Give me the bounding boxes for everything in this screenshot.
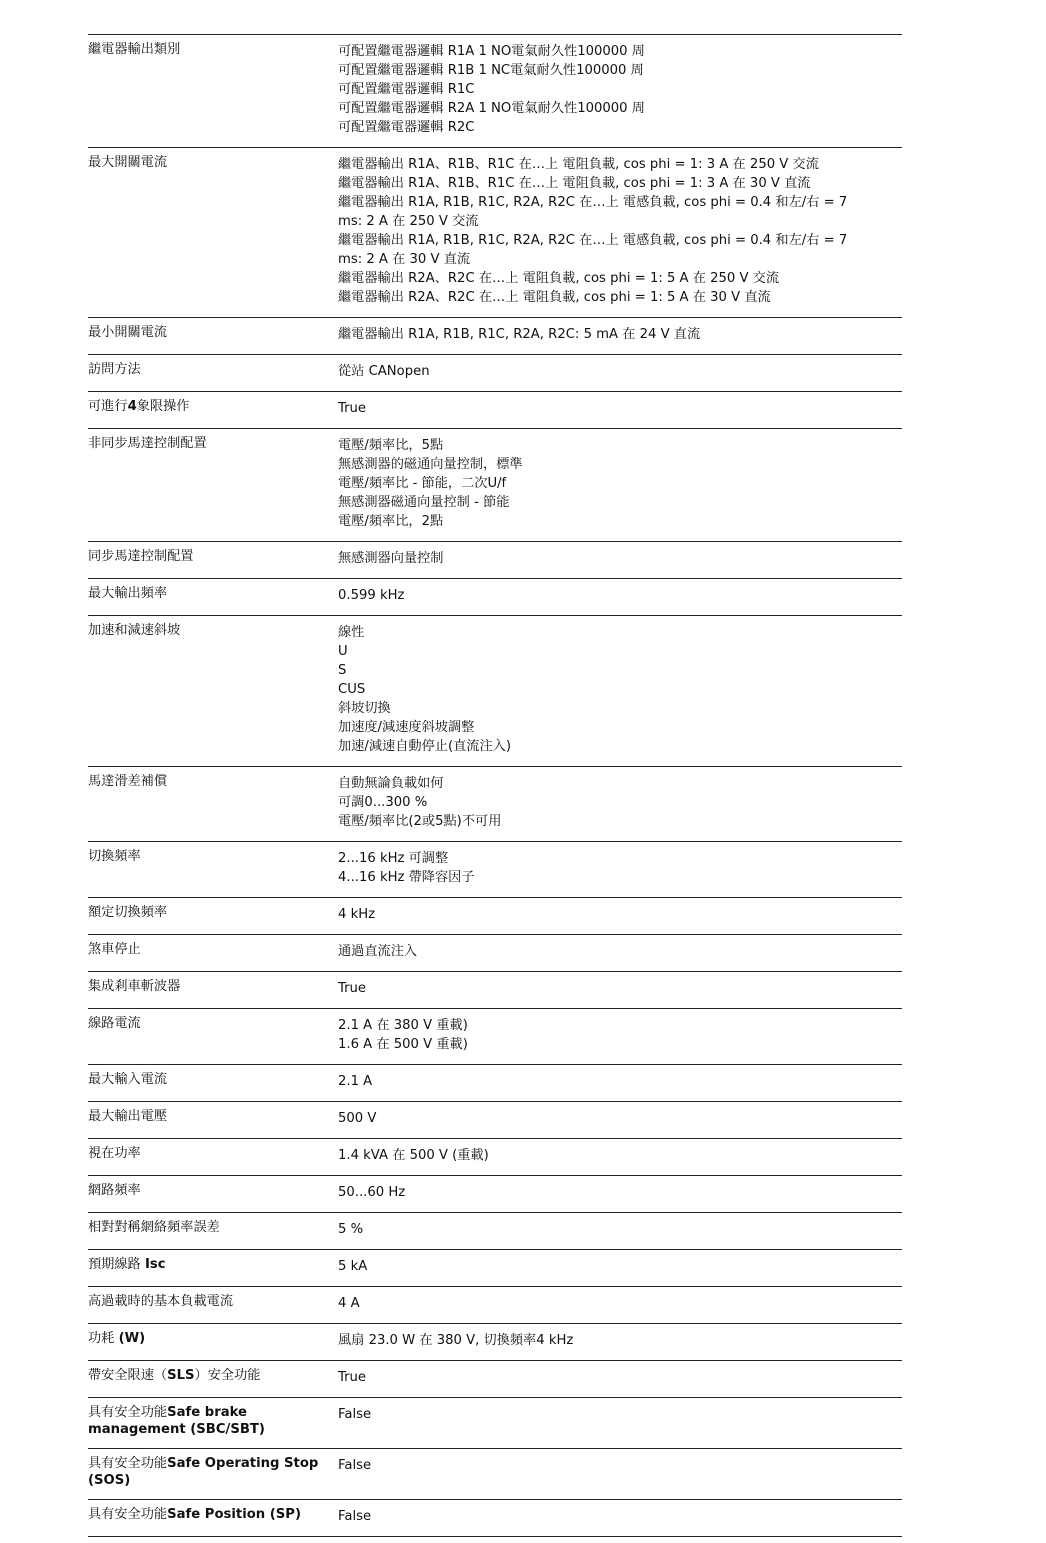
spec-label-part: Safe brake management (SBC/SBT) xyxy=(88,1405,265,1437)
spec-label-part: 集成剎車斬波器 xyxy=(88,979,181,994)
spec-label-part: 同步馬達控制配置 xyxy=(88,549,194,564)
spec-value-line: True xyxy=(338,1370,367,1385)
spec-values xyxy=(338,941,902,961)
spec-label xyxy=(88,548,338,568)
spec-label-part: 功耗 xyxy=(88,1331,119,1346)
spec-value-line: 自動無論負載如何 xyxy=(338,776,444,791)
spec-values xyxy=(338,1506,902,1526)
spec-row xyxy=(88,615,902,766)
spec-label xyxy=(88,585,338,605)
spec-value-line: CUS xyxy=(338,682,366,697)
spec-value-line: False xyxy=(338,1458,372,1473)
spec-row xyxy=(88,1138,902,1175)
spec-values xyxy=(338,1145,902,1165)
spec-values xyxy=(338,435,902,531)
spec-value-line: ms: 2 A 在 30 V 直流 xyxy=(338,252,471,267)
spec-label xyxy=(88,1145,338,1165)
spec-label-part: 視在功率 xyxy=(88,1146,141,1161)
spec-value-line: 5 % xyxy=(338,1222,364,1237)
spec-value-line: 無感測器向量控制 xyxy=(338,551,444,566)
spec-values xyxy=(338,1015,902,1054)
spec-label-part: 高過載時的基本負載電流 xyxy=(88,1294,234,1309)
spec-row xyxy=(88,1249,902,1286)
spec-value-line: 可配置繼電器邏輯 R2C xyxy=(338,120,475,135)
spec-label xyxy=(88,1182,338,1202)
spec-values xyxy=(338,1071,902,1091)
spec-label-part: 4 xyxy=(127,399,137,414)
spec-value-line: 1.6 A 在 500 V 重載) xyxy=(338,1037,468,1052)
spec-label xyxy=(88,1256,338,1276)
spec-values xyxy=(338,622,902,756)
spec-label-part: 馬達滑差補償 xyxy=(88,774,168,789)
spec-label-part: 具有安全功能 xyxy=(88,1456,168,1471)
spec-label-part: 訪問方法 xyxy=(88,362,141,377)
spec-row xyxy=(88,1323,902,1360)
spec-value-line: True xyxy=(338,981,367,996)
spec-values xyxy=(338,1404,902,1438)
spec-label xyxy=(88,1293,338,1313)
spec-value-line: 可調0...300 % xyxy=(338,795,428,810)
spec-values xyxy=(338,41,902,137)
spec-label xyxy=(88,361,338,381)
spec-value-line: 斜坡切換 xyxy=(338,701,391,716)
spec-values xyxy=(338,154,902,307)
spec-label-part: 象限操作 xyxy=(136,399,190,414)
spec-value-line: 繼電器輸出 R1A、R1B、R1C 在…上 電阻負載, cos phi = 1: 3 A 在 30 V 直流 xyxy=(338,176,811,191)
spec-label-part: 繼電器輸出類別 xyxy=(88,42,181,57)
spec-row xyxy=(88,34,902,147)
spec-value-line: 繼電器輸出 R2A、R2C 在…上 電阻負載, cos phi = 1: 5 A 在 30 V 直流 xyxy=(338,290,771,305)
spec-label xyxy=(88,1404,338,1438)
spec-values xyxy=(338,848,902,887)
spec-label xyxy=(88,1455,338,1489)
spec-label-part: 切換頻率 xyxy=(88,849,141,864)
spec-value-line: S xyxy=(338,663,347,678)
spec-label-part: SLS xyxy=(167,1368,195,1383)
spec-values xyxy=(338,904,902,924)
spec-row xyxy=(88,541,902,578)
spec-value-line: 2...16 kHz 可調整 xyxy=(338,851,449,866)
spec-values xyxy=(338,1219,902,1239)
spec-value-line: 加速/減速自動停止(直流注入) xyxy=(338,739,511,754)
spec-label-part: 額定切換頻率 xyxy=(88,905,168,920)
spec-value-line: 通過直流注入 xyxy=(338,944,418,959)
spec-value-line: 電壓/頻率比 - 節能，二次U/f xyxy=(338,476,507,491)
spec-label-part: 可進行 xyxy=(88,399,128,414)
spec-row xyxy=(88,354,902,391)
spec-label-part: 非同步馬達控制配置 xyxy=(88,436,207,451)
spec-label-part: 加速和減速斜坡 xyxy=(88,623,181,638)
spec-label xyxy=(88,622,338,756)
spec-row xyxy=(88,897,902,934)
spec-values xyxy=(338,1182,902,1202)
spec-row xyxy=(88,391,902,428)
spec-value-line: 電壓/頻率比，2點 xyxy=(338,514,444,529)
spec-value-line: 4...16 kHz 帶降容因子 xyxy=(338,870,475,885)
spec-label xyxy=(88,941,338,961)
spec-row xyxy=(88,147,902,317)
spec-label xyxy=(88,978,338,998)
spec-label-part: 煞車停止 xyxy=(88,942,141,957)
spec-label-part: 具有安全功能 xyxy=(88,1507,168,1522)
spec-row xyxy=(88,1101,902,1138)
spec-value-line: 可配置繼電器邏輯 R2A 1 NO電氣耐久性100000 周 xyxy=(338,101,645,116)
spec-value-line: 1.4 kVA 在 500 V (重載) xyxy=(338,1148,489,1163)
spec-values xyxy=(338,1256,902,1276)
spec-table xyxy=(88,34,902,1537)
spec-label-part: Isc xyxy=(144,1257,166,1272)
spec-value-line: 電壓/頻率比(2或5點)不可用 xyxy=(338,814,502,829)
spec-value-line: 可配置繼電器邏輯 R1C xyxy=(338,82,475,97)
spec-values xyxy=(338,1293,902,1313)
spec-label-part: 最大開關電流 xyxy=(88,155,168,170)
spec-row xyxy=(88,317,902,354)
spec-row xyxy=(88,971,902,1008)
spec-value-line: 4 A xyxy=(338,1296,360,1311)
spec-label xyxy=(88,1219,338,1239)
spec-row xyxy=(88,1448,902,1499)
spec-values xyxy=(338,585,902,605)
spec-label xyxy=(88,1108,338,1128)
spec-value-line: 4 kHz xyxy=(338,907,376,922)
spec-label-part: Safe Position (SP) xyxy=(167,1507,301,1522)
spec-label xyxy=(88,1506,338,1526)
spec-row xyxy=(88,841,902,897)
spec-values xyxy=(338,398,902,418)
spec-value-line: 50...60 Hz xyxy=(338,1185,406,1200)
spec-label-part: 具有安全功能 xyxy=(88,1405,168,1420)
spec-value-line: 2.1 A 在 380 V 重載) xyxy=(338,1018,468,1033)
spec-value-line: 0.599 kHz xyxy=(338,588,405,603)
spec-label-part: 相對對稱網絡頻率誤差 xyxy=(88,1220,220,1235)
spec-values xyxy=(338,548,902,568)
spec-row xyxy=(88,428,902,541)
spec-value-line: True xyxy=(338,401,367,416)
spec-values xyxy=(338,1108,902,1128)
spec-label-part: 最大輸出頻率 xyxy=(88,586,168,601)
spec-value-line: False xyxy=(338,1407,372,1422)
spec-value-line: 繼電器輸出 R1A, R1B, R1C, R2A, R2C 在…上 電感負載, cos phi = 0.4 和左/右 = 7 xyxy=(338,195,848,210)
spec-label-part: 最大輸出電壓 xyxy=(88,1109,168,1124)
spec-values xyxy=(338,1330,902,1350)
spec-value-line: 線性 xyxy=(338,625,365,640)
spec-value-line: 從站 CANopen xyxy=(338,364,430,379)
spec-value-line: 繼電器輸出 R1A, R1B, R1C, R2A, R2C: 5 mA 在 24 V 直流 xyxy=(338,327,701,342)
spec-label-part: 線路電流 xyxy=(88,1016,141,1031)
spec-label xyxy=(88,848,338,887)
spec-row xyxy=(88,1286,902,1323)
spec-values xyxy=(338,1455,902,1489)
spec-label xyxy=(88,154,338,307)
spec-label-part: 網路頻率 xyxy=(88,1183,141,1198)
spec-value-line: 加速度/減速度斜坡調整 xyxy=(338,720,475,735)
spec-label xyxy=(88,398,338,418)
spec-label xyxy=(88,1367,338,1387)
spec-label-part: 預期線路 xyxy=(88,1257,145,1272)
spec-label-part: (W) xyxy=(118,1331,146,1346)
spec-label-part: ）安全功能 xyxy=(194,1368,261,1383)
spec-value-line: False xyxy=(338,1509,372,1524)
spec-values xyxy=(338,361,902,381)
spec-label xyxy=(88,41,338,137)
spec-value-line: 繼電器輸出 R2A、R2C 在…上 電阻負載, cos phi = 1: 5 A 在 250 V 交流 xyxy=(338,271,780,286)
spec-value-line: 無感測器的磁通向量控制，標準 xyxy=(338,457,523,472)
spec-row xyxy=(88,934,902,971)
spec-value-line: 繼電器輸出 R1A、R1B、R1C 在…上 電阻負載, cos phi = 1: 3 A 在 250 V 交流 xyxy=(338,157,819,172)
spec-row xyxy=(88,1064,902,1101)
spec-label xyxy=(88,1071,338,1091)
spec-value-line: 2.1 A xyxy=(338,1074,373,1089)
spec-value-line: 可配置繼電器邏輯 R1B 1 NC電氣耐久性100000 周 xyxy=(338,63,644,78)
spec-label-part: Safe Operating Stop (SOS) xyxy=(88,1456,319,1488)
spec-label xyxy=(88,324,338,344)
spec-row xyxy=(88,1397,902,1448)
spec-values xyxy=(338,773,902,831)
spec-label-part: 最小開關電流 xyxy=(88,325,168,340)
spec-values xyxy=(338,978,902,998)
spec-value-line: 電壓/頻率比，5點 xyxy=(338,438,444,453)
spec-label xyxy=(88,1330,338,1350)
spec-row xyxy=(88,766,902,841)
spec-value-line: 5 kA xyxy=(338,1259,368,1274)
spec-values xyxy=(338,324,902,344)
spec-row xyxy=(88,578,902,615)
spec-label xyxy=(88,773,338,831)
spec-label-part: 帶安全限速（ xyxy=(88,1368,168,1383)
spec-value-line: 可配置繼電器邏輯 R1A 1 NO電氣耐久性100000 周 xyxy=(338,44,645,59)
spec-label xyxy=(88,1015,338,1054)
spec-row xyxy=(88,1175,902,1212)
spec-label-part: 最大輸入電流 xyxy=(88,1072,168,1087)
spec-value-line: 500 V xyxy=(338,1111,377,1126)
spec-value-line: 風扇 23.0 W 在 380 V, 切換頻率4 kHz xyxy=(338,1333,574,1348)
spec-value-line: 無感測器磁通向量控制 - 節能 xyxy=(338,495,510,510)
spec-value-line: ms: 2 A 在 250 V 交流 xyxy=(338,214,479,229)
spec-label xyxy=(88,904,338,924)
spec-row xyxy=(88,1212,902,1249)
spec-value-line: U xyxy=(338,644,348,659)
spec-value-line: 繼電器輸出 R1A, R1B, R1C, R2A, R2C 在…上 電感負載, cos phi = 0.4 和左/右 = 7 xyxy=(338,233,848,248)
spec-row xyxy=(88,1499,902,1537)
spec-label xyxy=(88,435,338,531)
spec-row xyxy=(88,1360,902,1397)
spec-row xyxy=(88,1008,902,1064)
spec-values xyxy=(338,1367,902,1387)
